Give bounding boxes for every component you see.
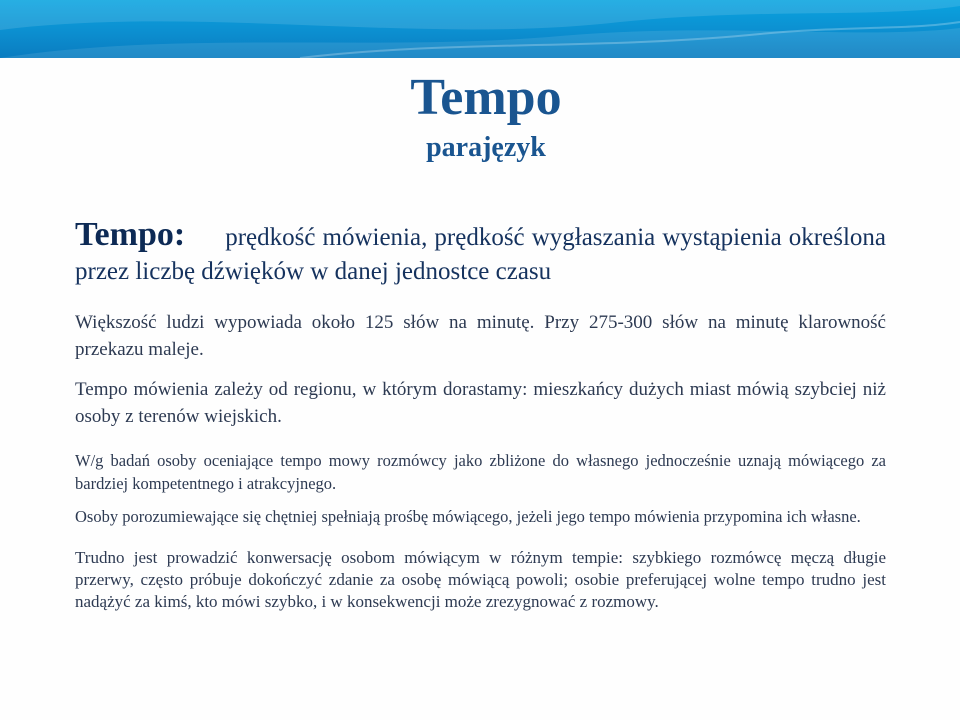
paragraph-research: W/g badań osoby oceniające tempo mowy rozmówcy jako zbliżone do własnego jednocześnie uznają mówiącego za bardziej kompetentnego i atrakcyjnego. xyxy=(75,451,886,493)
header-banner xyxy=(0,0,960,58)
slide-title: Tempo xyxy=(410,69,562,126)
paragraph-conversation: Trudno jest prowadzić konwersację osobom mówiącym w różnym tempie: szybkiego rozmówcę męczą długie przerwy, często próbuje dokończyć zdanie za osobę mówiącą powoli; osobie preferującej wolne tempo trudno jest nadążyć za kimś, kto mówi szybko, i w konsekwencji może zrezygnować z rozmowy. xyxy=(75,548,886,611)
definition-text: prędkość mówienia, prędkość wygłaszania wystąpienia określona przez liczbę dźwięków w danej jednostce czasu xyxy=(75,224,886,285)
paragraph-region: Tempo mówienia zależy od regionu, w którym dorastamy: mieszkańcy dużych miast mówią szybciej niż osoby z terenów wiejskich. xyxy=(75,379,886,427)
slide-content xyxy=(75,218,886,613)
paragraph-persuasion: Osoby porozumiewające się chętniej spełniają prośbę mówiącego, jeżeli jego tempo mówienia przypomina ich własne. xyxy=(75,507,861,526)
definition-term: Tempo: xyxy=(75,216,186,253)
slide-subtitle: parajęzyk xyxy=(426,132,546,163)
banner-wave-decoration xyxy=(0,0,960,58)
paragraph-speech-rate: Większość ludzi wypowiada około 125 słów na minutę. Przy 275-300 słów na minutę klarowność przekazu maleje. xyxy=(75,312,886,360)
definition xyxy=(75,218,886,289)
